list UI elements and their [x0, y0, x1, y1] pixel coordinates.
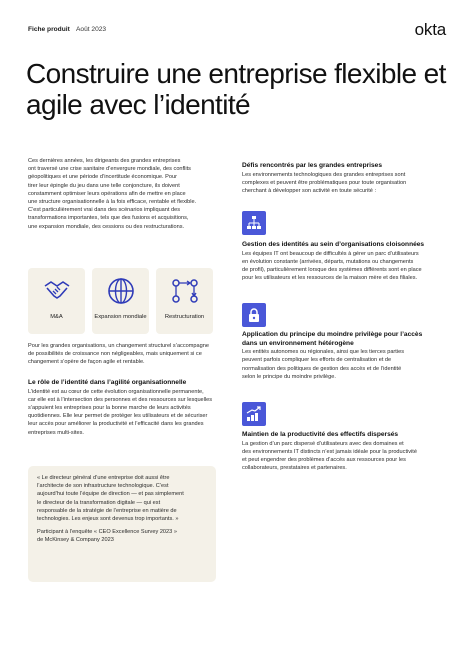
least-privilege-block	[242, 331, 452, 381]
challenges-line: complexes et peuvent être problématiques pour toute organisation	[242, 179, 407, 186]
tile-expansion	[92, 268, 149, 334]
block-heading: Gestion des identités au sein d’organisations cloisonnées	[242, 241, 425, 248]
block-line: selon le principe du moindre privilège.	[242, 373, 336, 380]
restructuring-icon	[170, 276, 200, 306]
context-line: de possibilités de croissance non négligeables, mais uniquement si ce	[28, 351, 202, 358]
document-date: Août 2023	[76, 26, 107, 33]
tile-restructuring	[156, 268, 213, 334]
role-line: quotidiennes. Elle leur permet de protéger les utilisateurs et de sécuriser	[28, 413, 208, 420]
hierarchy-icon	[242, 211, 266, 235]
block-heading: Maintien de la productivité des effectifs dispersés	[242, 431, 399, 438]
block-heading: Application du principe du moindre privilège pour l’accès	[242, 331, 423, 338]
role-line: s’appuient les entreprises pour la bonne marche de leurs activités	[28, 405, 191, 411]
okta-logo: okta	[414, 20, 446, 39]
scenario-tiles	[28, 268, 213, 334]
block-line: de profil), particulièrement lorsque des systèmes différents sont en place	[242, 267, 422, 273]
challenges-heading: Défis rencontrés par les grandes entreprises	[242, 162, 382, 169]
block-heading: dans un environnement hétérogène	[242, 339, 354, 347]
block-line: La gestion d’un parc dispersé d’utilisateurs avec des domaines et	[242, 440, 404, 447]
quote-line: technologies. Les enjeux sont devenus trop importants. »	[37, 516, 179, 523]
block-line: collaborateurs, prestataires et partenaires.	[242, 465, 347, 472]
block-line: peuvent parfois compliquer les efforts de centralisation et de	[242, 357, 392, 364]
tile-mna	[28, 268, 85, 334]
challenges-section	[242, 162, 452, 195]
block-line: normalisation des politiques de gestion des accès et de l’identité	[242, 365, 402, 372]
intro-line: constamment optimiser leurs opérations afin de mettre en place	[28, 190, 186, 197]
intro-line: une expansion mondiale, des cessions ou des restructurations.	[28, 223, 185, 230]
intro-line: ont traversé une crise sanitaire d’envergure mondiale, des conflits	[28, 166, 191, 173]
quote-line: le directeur de la transformation digitale — qui est	[37, 499, 161, 506]
tile-label: Expansion mondiale	[94, 314, 147, 320]
role-line: car elle est à l’intersection des personnes et des ressources sur lesquelles	[28, 396, 213, 403]
block-line: Les entités autonomes ou régionales, ainsi que les tierces parties	[242, 349, 405, 356]
challenges-line: cherchant à développer son activité en toute sécurité :	[242, 188, 377, 194]
tile-label: M&A	[50, 314, 63, 320]
quote-box	[28, 466, 216, 582]
quote-line: l’architecte de son infrastructure technologique. C’est	[37, 483, 169, 490]
quote-source-line: de McKinsey & Company 2023	[37, 537, 114, 544]
block-line: pour les utilisateurs et les ressources de la maison mère et des filiales.	[242, 275, 418, 282]
globe-icon	[106, 276, 136, 306]
page-header	[28, 22, 446, 42]
quote-source-line: Participant à l’enquête « CEO Excellence Survey 2023 »	[37, 529, 177, 536]
growth-chart-icon	[242, 402, 266, 426]
role-line: entreprises multi-sites.	[28, 429, 84, 436]
context-line: changement s’opère de façon agile et rentable.	[28, 359, 145, 366]
block-line: en évolution constante (arrivées, départs, mutations ou changements	[242, 258, 414, 265]
block-line: des environnements IT distincts n’est jamais idéale pour la productivité	[242, 448, 417, 455]
quote-line: « Le directeur général d’une entreprise doit aussi être	[37, 475, 170, 481]
quote-line: responsable de la stratégie de l’entreprise en matière de	[37, 507, 177, 514]
identity-management-block	[242, 241, 452, 282]
document-type: Fiche produit	[28, 26, 70, 33]
intro-line: géopolitiques et une période d’incertitude économique. Pour	[28, 174, 177, 181]
block-line: et peut engendrer des problèmes d’accès aux ressources pour les	[242, 457, 406, 463]
role-line: L’identité est au cœur de cette évolution organisationnelle permanente,	[28, 388, 204, 395]
productivity-block	[242, 431, 452, 472]
challenges-line: Les environnements technologiques des grandes entreprises sont	[242, 171, 406, 178]
quote-source	[37, 528, 207, 544]
page-title: Construire une entreprise flexible et agile avec l’identité	[26, 58, 446, 120]
intro-section	[28, 157, 228, 231]
lock-icon	[242, 303, 266, 327]
tile-label: Restructuration	[164, 314, 205, 320]
context-section	[28, 342, 228, 367]
handshake-icon	[42, 276, 72, 306]
role-heading: Le rôle de l’identité dans l’agilité organisationnelle	[28, 379, 187, 386]
intro-line: transformations importantes, tels que des fusions et acquisitions,	[28, 215, 189, 222]
intro-line: une structure organisationnelle à la fois efficace, rentable et flexible.	[28, 199, 197, 206]
role-line: leur accès pour améliorer la productivité et l’efficacité dans les grandes	[28, 421, 204, 428]
block-line: Les équipes IT ont beaucoup de difficultés à gérer un parc d’utilisateurs	[242, 250, 419, 257]
intro-line: Ces dernières années, les dirigeants des grandes entreprises	[28, 158, 181, 164]
quote-line: aujourd’hui toute l’équipe de direction — et pas simplement	[37, 491, 184, 498]
role-section	[28, 379, 233, 437]
context-line: Pour les grandes organisations, un changement structurel s’accompagne	[28, 343, 209, 349]
intro-line: C’est particulièrement vrai dans des scénarios impliquant des	[28, 207, 181, 214]
intro-line: tirer leur épingle du jeu dans une telle conjoncture, ils doivent	[28, 182, 180, 189]
